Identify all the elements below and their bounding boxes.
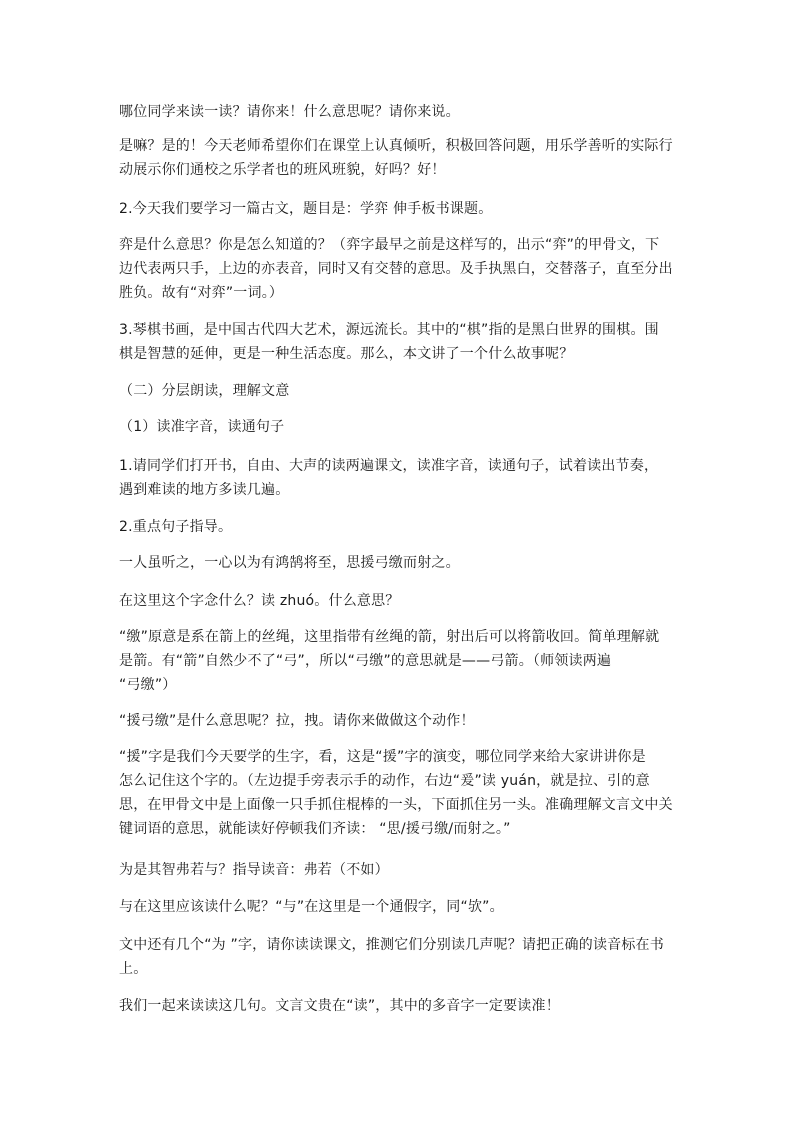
text-line: 胜负。故有“对弈”一词。） (119, 285, 284, 301)
text-line: 动展示你们通校之乐学者也的班风班貌，好吗？好！ (119, 162, 446, 178)
text-line: 一人虽听之，一心以为有鸿鹄将至，思援弓缴而射之。 (119, 555, 460, 571)
text-line: 与在这里应该读什么呢？“与”在这里是一个通假字，同“欤”。 (119, 899, 504, 915)
paragraph-wisdom-question (119, 858, 679, 882)
paragraph-zhuo-meaning (119, 625, 679, 697)
paragraph-yu-reading (119, 895, 679, 919)
text-line: “缴”原意是系在箭上的丝绳，这里指带有丝绳的箭，射出后可以将箭收回。简单理解就 (119, 629, 660, 645)
text-line: 思，在甲骨文中是上面像一只手抓住棍棒的一头，下面抓住另一头。准确理解文言文中关 (119, 797, 673, 813)
text-line: 怎么记住这个字的。（左边提手旁表示手的动作，右边“爰”读 yuán，就是拉、引的意 (119, 773, 650, 789)
paragraph-four-arts (119, 318, 679, 366)
text-line: “援”字是我们今天要学的生字，看，这是“援”字的演变，哪位同学来给大家讲讲你是 (119, 749, 646, 765)
text-line: 弈是什么意思？你是怎么知道的？（弈字最早之前是这样写的，出示“弈”的甲骨文，下 (119, 237, 660, 253)
text-line: 是箭。有“箭”自然少不了“弓”，所以“弓缴”的意思就是——弓箭。（师领读两遍 (119, 653, 612, 669)
paragraph-yi-meaning (119, 233, 679, 305)
text-line: （1）读准字音，读通句子 (119, 419, 285, 435)
paragraph-zhuo-reading (119, 589, 679, 613)
text-line: 2.重点句子指导。 (119, 519, 233, 535)
text-line: 棋是智慧的延伸，更是一种生活态度。那么，本文讲了一个什么故事呢？ (119, 346, 574, 362)
text-line: 哪位同学来读一读？请你来！什么意思呢？请你来说。 (119, 104, 460, 120)
text-line: 2.今天我们要学习一篇古文，题目是：学弈 伸手板书课题。 (119, 201, 493, 217)
text-line: 边代表两只手，上边的亦表音，同时又有交替的意思。及手执黑白，交替落子，直至分出 (119, 261, 673, 277)
text-line: 在这里这个字念什么？读 zhuó。什么意思？ (119, 593, 400, 609)
paragraph-key-sentence-guide (119, 515, 679, 539)
text-line: 遇到难读的地方多读几遍。 (119, 482, 290, 498)
section-heading-layered-reading (119, 379, 679, 403)
text-line: 键词语的意思，就能读好停顿我们齐读： “思/援弓缴/而射之。” (119, 821, 511, 837)
paragraph-yuan-gong-zhuo (119, 709, 679, 733)
text-line: “援弓缴”是什么意思呢？拉，拽。请你来做做这个动作！ (119, 713, 475, 729)
paragraph-lesson-title (119, 197, 679, 221)
text-line: （二）分层朗读，理解文意 (119, 383, 290, 399)
paragraph-classroom-expectation (119, 134, 679, 182)
paragraph-read-together (119, 994, 679, 1018)
text-line: 上。 (119, 961, 148, 977)
text-line: 3.琴棋书画，是中国古代四大艺术，源远流长。其中的“棋”指的是黑白世界的围棋。围 (119, 322, 659, 338)
paragraph-classical-quote (119, 551, 679, 575)
paragraph-yuan-character (119, 745, 679, 841)
text-line: 为是其智弗若与？指导读音：弗若（不如） (119, 862, 389, 878)
text-line: 是嘛？是的！今天老师希望你们在课堂上认真倾听，积极回答问题，用乐学善听的实际行 (119, 138, 673, 154)
paragraph-open-book (119, 454, 679, 502)
text-line: 文中还有几个“为 ”字，请你读读课文，推测它们分别读几声呢？请把正确的读音标在书 (119, 937, 664, 953)
paragraph-intro-question (119, 100, 679, 124)
text-line: “弓缴”） (119, 677, 177, 693)
subsection-heading-pronunciation (119, 415, 679, 439)
paragraph-wei-tones (119, 933, 679, 981)
text-line: 1.请同学们打开书，自由、大声的读两遍课文，读准字音，读通句子，试着读出节奏， (119, 458, 659, 474)
text-line: 我们一起来读读这几句。文言文贵在“读”，其中的多音字一定要读准！ (119, 998, 560, 1014)
